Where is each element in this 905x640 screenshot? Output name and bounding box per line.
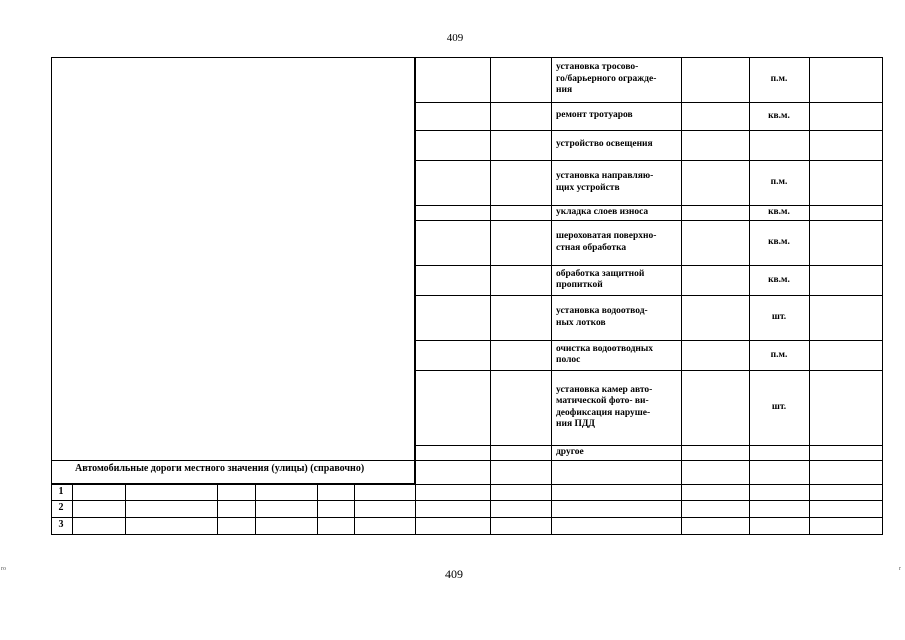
- numbered-row-3-col-2: [72, 517, 126, 535]
- work-row-label: [556, 110, 633, 122]
- work-row-label-line: другое: [556, 447, 584, 458]
- work-row-unit: шт.: [771, 312, 787, 322]
- numbered-row-3-col-9: [490, 517, 552, 535]
- work-row-label: [556, 447, 584, 459]
- work-row-label: [556, 306, 648, 329]
- row-number: 1: [58, 486, 64, 497]
- work-row-7-col-2: [490, 265, 552, 296]
- work-row-unit: кв.м.: [768, 110, 790, 121]
- work-row-label: [556, 385, 652, 431]
- work-row-unit: шт.: [771, 402, 787, 412]
- numbered-row-3-col-10: [551, 517, 682, 535]
- work-row-1-col-1: [415, 57, 491, 103]
- work-row-unit: п.м.: [770, 349, 788, 360]
- work-row-4-col-2: [490, 160, 552, 206]
- work-row-unit: п.м.: [770, 177, 788, 187]
- work-row-9-col-4: [681, 340, 750, 371]
- numbered-row-1-col-4: [217, 484, 256, 501]
- work-row-3-col-4: [681, 130, 750, 161]
- numbered-row-3-col-3: [125, 517, 218, 535]
- work-row-6-col-1: [415, 220, 491, 266]
- work-row-label-line: ния: [556, 85, 573, 96]
- work-row-8-col-2: [490, 295, 552, 341]
- work-row-label: [556, 344, 653, 367]
- work-row-label-line: деофиксация наруше-: [556, 407, 651, 418]
- work-row-unit: п.м.: [770, 74, 788, 84]
- work-row-label: [556, 62, 656, 97]
- merged-left-cell: [51, 57, 415, 461]
- work-row-5-col-6: [809, 205, 883, 221]
- numbered-row-1-col-5: [255, 484, 318, 501]
- work-row-5-col-2: [490, 205, 552, 221]
- numbered-row-2-col-11: [681, 500, 750, 518]
- work-row-5-col-4: [681, 205, 750, 221]
- work-row-label-line: стная обработка: [556, 242, 627, 253]
- section-row-col-4: [681, 460, 750, 485]
- work-row-label-line: ных лотков: [556, 317, 606, 328]
- work-row-4-col-4: [681, 160, 750, 206]
- page-number-bottom: 409: [445, 567, 463, 581]
- work-row-10-col-2: [490, 370, 552, 446]
- work-row-7-col-4: [681, 265, 750, 296]
- work-row-8-col-6: [809, 295, 883, 341]
- numbered-row-1-col-3: [125, 484, 218, 501]
- work-row-2-col-6: [809, 102, 883, 131]
- section-row-col-3: [551, 460, 682, 485]
- work-row-8-col-4: [681, 295, 750, 341]
- numbered-row-3-col-12: [749, 517, 810, 535]
- numbered-row-2-col-12: [749, 500, 810, 518]
- work-row-1-col-6: [809, 57, 883, 103]
- work-row-5-col-1: [415, 205, 491, 221]
- numbered-row-2-col-13: [809, 500, 883, 518]
- work-row-6-col-2: [490, 220, 552, 266]
- numbered-row-2-col-4: [217, 500, 256, 518]
- work-row-8-col-1: [415, 295, 491, 341]
- section-row-col-1: [415, 460, 491, 485]
- edge-mark-right: r: [899, 566, 901, 572]
- work-row-label-line: установка направляю-: [556, 171, 654, 181]
- work-row-1-col-2: [490, 57, 552, 103]
- work-row-7-col-1: [415, 265, 491, 296]
- numbered-row-3-col-8: [415, 517, 491, 535]
- work-row-label-line: матической фото- ви-: [556, 396, 649, 406]
- numbered-row-3-col-4: [217, 517, 256, 535]
- numbered-row-2-col-3: [125, 500, 218, 518]
- edge-mark-left: ro: [1, 566, 6, 572]
- work-row-label-line: шероховатая поверхно-: [556, 231, 657, 241]
- work-row-label-line: ния ПДД: [556, 419, 595, 429]
- work-row-4-col-1: [415, 160, 491, 206]
- work-row-1-col-4: [681, 57, 750, 103]
- numbered-row-1-col-12: [749, 484, 810, 501]
- numbered-row-2-col-9: [490, 500, 552, 518]
- numbered-row-1-col-11: [681, 484, 750, 501]
- work-row-label-line: установка тросово-: [556, 62, 639, 73]
- work-row-label: [556, 231, 656, 254]
- numbered-row-2-col-8: [415, 500, 491, 518]
- section-title: Автомобильные дороги местного значения (улицы) (справочно): [75, 463, 365, 474]
- work-row-unit: кв.м.: [768, 237, 790, 247]
- numbered-row-2-col-10: [551, 500, 682, 518]
- work-row-label-line: го/барьерного огражде-: [556, 73, 657, 84]
- work-row-2-col-4: [681, 102, 750, 131]
- work-row-9-col-2: [490, 340, 552, 371]
- work-row-label-line: устройство освещения: [556, 139, 653, 150]
- work-row-label-line: установка камер авто-: [556, 384, 653, 395]
- numbered-row-1-col-8: [415, 484, 491, 501]
- work-row-4-col-6: [809, 160, 883, 206]
- numbered-row-1-col-13: [809, 484, 883, 501]
- numbered-row-3-col-13: [809, 517, 883, 535]
- numbered-row-1-col-9: [490, 484, 552, 501]
- work-row-label-line: установка водоотвод-: [556, 306, 648, 316]
- work-row-9-col-1: [415, 340, 491, 371]
- work-row-2-col-1: [415, 102, 491, 131]
- work-row-9-col-6: [809, 340, 883, 371]
- row-number: 2: [58, 502, 64, 513]
- work-row-label-line: полос: [556, 355, 581, 365]
- work-row-label-line: пропиткой: [556, 280, 603, 290]
- section-row-col-6: [809, 460, 883, 485]
- work-row-label-line: очистка водоотводных: [556, 343, 654, 354]
- section-row-col-2: [490, 460, 552, 485]
- numbered-row-1-col-10: [551, 484, 682, 501]
- work-row-label: [556, 207, 648, 219]
- numbered-row-3-col-6: [317, 517, 355, 535]
- work-row-2-col-2: [490, 102, 552, 131]
- numbered-row-1-col-2: [72, 484, 126, 501]
- work-row-label-line: щих устройств: [556, 182, 620, 193]
- numbered-row-3-col-7: [354, 517, 416, 535]
- work-row-6-col-6: [809, 220, 883, 266]
- work-row-3-col-6: [809, 130, 883, 161]
- work-row-label-line: укладка слоев износа: [556, 207, 649, 217]
- work-row-3-col-2: [490, 130, 552, 161]
- work-row-unit: кв.м.: [768, 274, 790, 285]
- numbered-row-3-col-5: [255, 517, 318, 535]
- work-row-3-col-5: [749, 130, 810, 161]
- numbered-row-1-col-7: [354, 484, 416, 501]
- numbered-row-1-col-6: [317, 484, 355, 501]
- work-row-10-col-4: [681, 370, 750, 446]
- work-row-10-col-6: [809, 370, 883, 446]
- work-row-6-col-4: [681, 220, 750, 266]
- work-row-3-col-1: [415, 130, 491, 161]
- work-row-label: [556, 171, 653, 194]
- work-row-label: [556, 269, 644, 292]
- work-row-10-col-1: [415, 370, 491, 446]
- numbered-row-2-col-5: [255, 500, 318, 518]
- work-row-label-line: обработка защитной: [556, 268, 645, 279]
- numbered-row-2-col-6: [317, 500, 355, 518]
- numbered-row-3-col-11: [681, 517, 750, 535]
- work-row-7-col-6: [809, 265, 883, 296]
- work-row-unit: кв.м.: [768, 207, 790, 217]
- work-row-label: [556, 139, 653, 151]
- section-row-col-5: [749, 460, 810, 485]
- numbered-row-2-col-7: [354, 500, 416, 518]
- numbered-row-2-col-2: [72, 500, 126, 518]
- row-number: 3: [58, 519, 64, 530]
- page-number-top: 409: [446, 32, 464, 44]
- work-row-label-line: ремонт тротуаров: [556, 110, 633, 121]
